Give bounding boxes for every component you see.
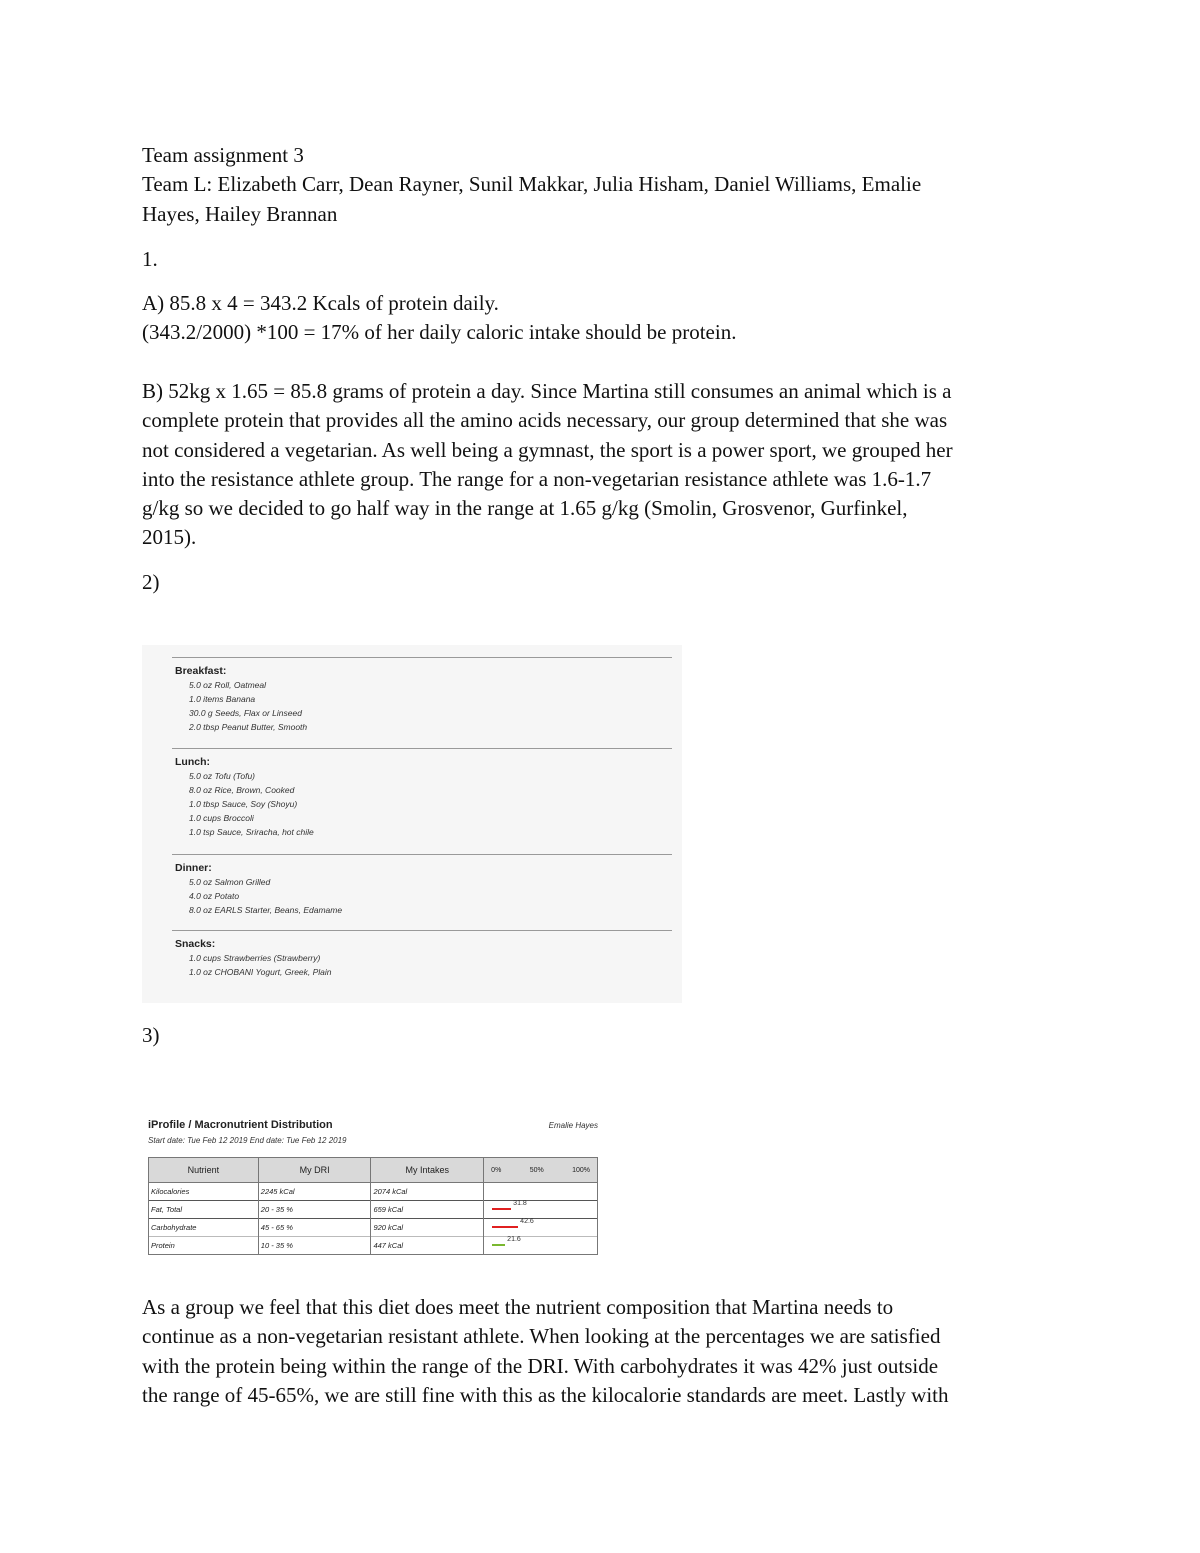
meal-item: 8.0 oz Rice, Brown, Cooked — [189, 785, 295, 796]
table-row — [149, 1219, 598, 1237]
conclusion-line: continue as a non-vegetarian resistant athlete. When looking at the percentages we are satisfied — [142, 1324, 941, 1349]
nutrient-cell: Kilocalories — [149, 1183, 259, 1201]
figure-title: iProfile / Macronutrient Distribution — [148, 1119, 333, 1131]
dri-cell: 45 - 65 % — [258, 1219, 371, 1237]
meal-item: 5.0 oz Roll, Oatmeal — [189, 680, 267, 690]
percent-bar — [492, 1226, 518, 1228]
meal-section-dinner — [175, 861, 342, 917]
percent-scale-header — [484, 1158, 598, 1183]
percent-bar — [492, 1208, 511, 1210]
question-2-label: 2) — [142, 570, 160, 594]
table-header-row — [149, 1158, 598, 1183]
meal-item: 1.0 tbsp Sauce, Soy (Shoyu) — [189, 799, 298, 810]
divider — [172, 930, 672, 931]
answer-b-line: not considered a vegetarian. As well being a gymnast, the sport is a power sport, we grouped her — [142, 437, 953, 462]
intake-cell: 920 kCal — [371, 1219, 484, 1237]
meal-item: 5.0 oz Salmon Grilled — [189, 877, 271, 887]
question-3-label: 3) — [142, 1023, 160, 1047]
percent-value: 21.6 — [507, 1236, 521, 1243]
conclusion — [142, 1293, 1062, 1410]
divider — [172, 748, 672, 749]
table-row — [149, 1183, 598, 1201]
doc-title: Team assignment 3 — [142, 143, 304, 167]
nutrient-cell: Carbohydrate — [149, 1219, 259, 1237]
percent-value: 31.8 — [513, 1200, 527, 1207]
meal-item: 4.0 oz Potato — [189, 891, 240, 902]
conclusion-line: the range of 45-65%, we are still fine with this as the kilocalorie standards are meet. Lastly with — [142, 1382, 949, 1407]
bar-cell — [484, 1183, 598, 1201]
team-line: Hayes, Hailey Brannan — [142, 201, 338, 226]
dri-cell: 20 - 35 % — [258, 1201, 371, 1219]
answer-b-line: complete protein that provides all the amino acids necessary, our group determined that she was — [142, 408, 948, 433]
intake-cell: 2074 kCal — [371, 1183, 484, 1201]
divider — [172, 854, 672, 855]
table-row — [149, 1237, 598, 1255]
macronutrient-figure — [148, 1115, 600, 1257]
bar-cell — [484, 1237, 598, 1255]
macronutrient-table — [148, 1157, 598, 1255]
meal-item: 2.0 tbsp Peanut Butter, Smooth — [189, 722, 308, 733]
figure-dates: Start date: Tue Feb 12 2019 End date: Tue Feb 12 2019 — [148, 1136, 347, 1145]
figure-user-name: Emalie Hayes — [548, 1121, 598, 1130]
meal-section-title: Lunch: — [175, 756, 210, 768]
nutrient-cell: Fat, Total — [149, 1201, 259, 1219]
dri-cell: 10 - 35 % — [258, 1237, 371, 1255]
column-header: My Intakes — [371, 1158, 484, 1183]
scale-label: 50% — [529, 1166, 544, 1174]
bar-cell — [484, 1219, 598, 1237]
doc-header — [142, 141, 1062, 229]
intake-cell: 447 kCal — [371, 1237, 484, 1255]
meal-item: 5.0 oz Tofu (Tofu) — [189, 771, 255, 781]
team-line: Team L: Elizabeth Carr, Dean Rayner, Sunil Makkar, Julia Hisham, Daniel Williams, Emalie — [142, 172, 922, 197]
meal-item: 30.0 g Seeds, Flax or Linseed — [189, 708, 302, 719]
answer-b-line: into the resistance athlete group. The range for a non-vegetarian resistance athlete was 1.6-1.7 — [142, 466, 932, 491]
conclusion-line: As a group we feel that this diet does meet the nutrient composition that Martina needs to — [142, 1295, 894, 1319]
divider — [172, 657, 672, 658]
question-1-label: 1. — [142, 247, 158, 271]
nutrient-cell: Protein — [149, 1237, 259, 1255]
answer-b-line: 2015). — [142, 525, 197, 550]
answer-b — [142, 377, 1062, 553]
answer-b-line: g/kg so we decided to go half way in the range at 1.65 g/kg (Smolin, Grosvenor, Gurfinkel, — [142, 496, 908, 521]
meal-item: 1.0 items Banana — [189, 694, 256, 705]
meal-section-title: Dinner: — [175, 862, 212, 874]
meal-item: 1.0 cups Broccoli — [189, 813, 254, 824]
meal-section-title: Breakfast: — [175, 665, 227, 677]
meal-item: 1.0 oz CHOBANI Yogurt, Greek, Plain — [189, 967, 332, 978]
meal-item: 1.0 tsp Sauce, Sriracha, hot chile — [189, 827, 314, 838]
meal-section-title: Snacks: — [175, 938, 216, 950]
meal-plan-figure — [142, 645, 682, 1003]
answer-a-line: A) 85.8 x 4 = 343.2 Kcals of protein daily. — [142, 291, 499, 315]
intake-cell: 659 kCal — [371, 1201, 484, 1219]
answer-a-line: (343.2/2000) *100 = 17% of her daily caloric intake should be protein. — [142, 320, 737, 345]
percent-bar — [492, 1244, 505, 1246]
bar-cell — [484, 1201, 598, 1219]
column-header: My DRI — [258, 1158, 371, 1183]
dri-cell: 2245 kCal — [258, 1183, 371, 1201]
meal-section-lunch — [175, 755, 314, 839]
scale-label: 0% — [491, 1166, 502, 1174]
meal-section-breakfast — [175, 664, 307, 734]
percent-value: 42.6 — [520, 1218, 534, 1225]
answer-a — [142, 289, 1062, 348]
meal-section-snacks — [175, 937, 332, 979]
table-row — [149, 1201, 598, 1219]
scale-label: 100% — [572, 1166, 590, 1174]
meal-item: 8.0 oz EARLS Starter, Beans, Edamame — [189, 905, 343, 916]
conclusion-line: with the protein being within the range of the DRI. With carbohydrates it was 42% just outside — [142, 1353, 939, 1378]
column-header: Nutrient — [149, 1158, 259, 1183]
answer-b-line: B) 52kg x 1.65 = 85.8 grams of protein a day. Since Martina still consumes an animal which is a — [142, 379, 952, 403]
meal-item: 1.0 cups Strawberries (Strawberry) — [189, 953, 321, 963]
